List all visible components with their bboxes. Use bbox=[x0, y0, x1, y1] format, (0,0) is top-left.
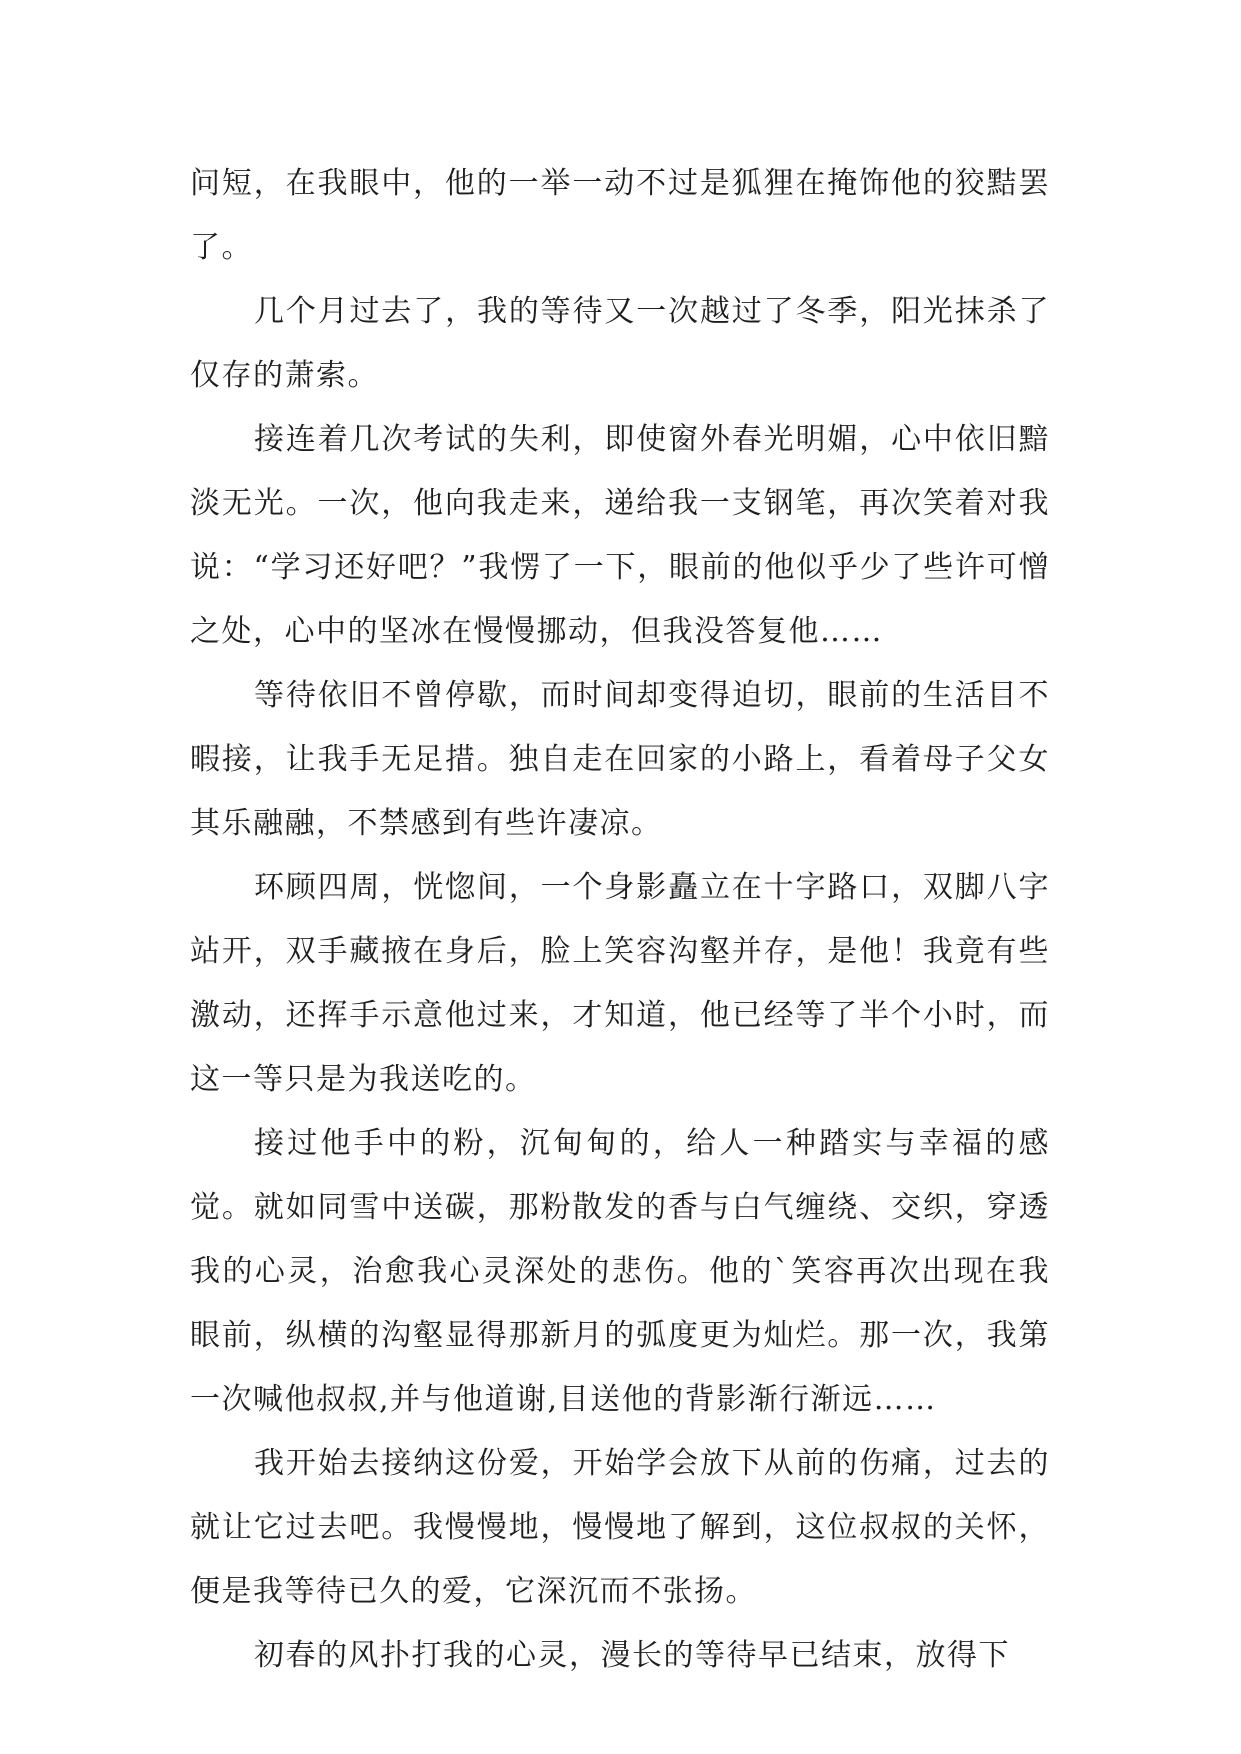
paragraph-8: 初春的风扑打我的心灵，漫长的等待早已结束，放得下 bbox=[254, 1638, 1010, 1673]
document-body bbox=[190, 152, 1050, 1688]
paragraph-3: 接连着几次考试的失利，即使窗外春光明媚，心中依旧黯淡无光。一次，他向我走来，递给我一支钢笔，再次笑着对我说：“学习还好吧？”我愣了一下，眼前的他似乎少了些许可憎之处，心中的坚冰在慢慢挪动，但我没答复他…… bbox=[190, 422, 1050, 649]
paragraph-6: 接过他手中的粉，沉甸甸的，给人一种踏实与幸福的感觉。就如同雪中送碳，那粉散发的香与白气缠绕、交织，穿透我的心灵，治愈我心灵深处的悲伤。他的`笑容再次出现在我眼前，纵横的沟壑显得那新月的弧度更为灿烂。那一次，我第一次喊他叔叔,并与他道谢,目送他的背影渐行渐远…… bbox=[190, 1126, 1050, 1417]
paragraph-4: 等待依旧不曾停歇，而时间却变得迫切，眼前的生活目不暇接，让我手无足措。独自走在回家的小路上，看着母子父女其乐融融，不禁感到有些许凄凉。 bbox=[190, 678, 1050, 841]
paragraph-2: 几个月过去了，我的等待又一次越过了冬季，阳光抹杀了仅存的萧索。 bbox=[190, 294, 1050, 393]
paragraph-1: 问短，在我眼中，他的一举一动不过是狐狸在掩饰他的狡黠罢了。 bbox=[190, 166, 1050, 265]
paragraph-7: 我开始去接纳这份爱，开始学会放下从前的伤痛，过去的就让它过去吧。我慢慢地，慢慢地了解到，这位叔叔的关怀，便是我等待已久的爱，它深沉而不张扬。 bbox=[190, 1446, 1050, 1609]
paragraph-5: 环顾四周，恍惚间，一个身影矗立在十字路口，双脚八字站开，双手藏掖在身后，脸上笑容沟壑并存，是他！我竟有些激动，还挥手示意他过来，才知道，他已经等了半个小时，而这一等只是为我送吃的。 bbox=[190, 870, 1050, 1097]
